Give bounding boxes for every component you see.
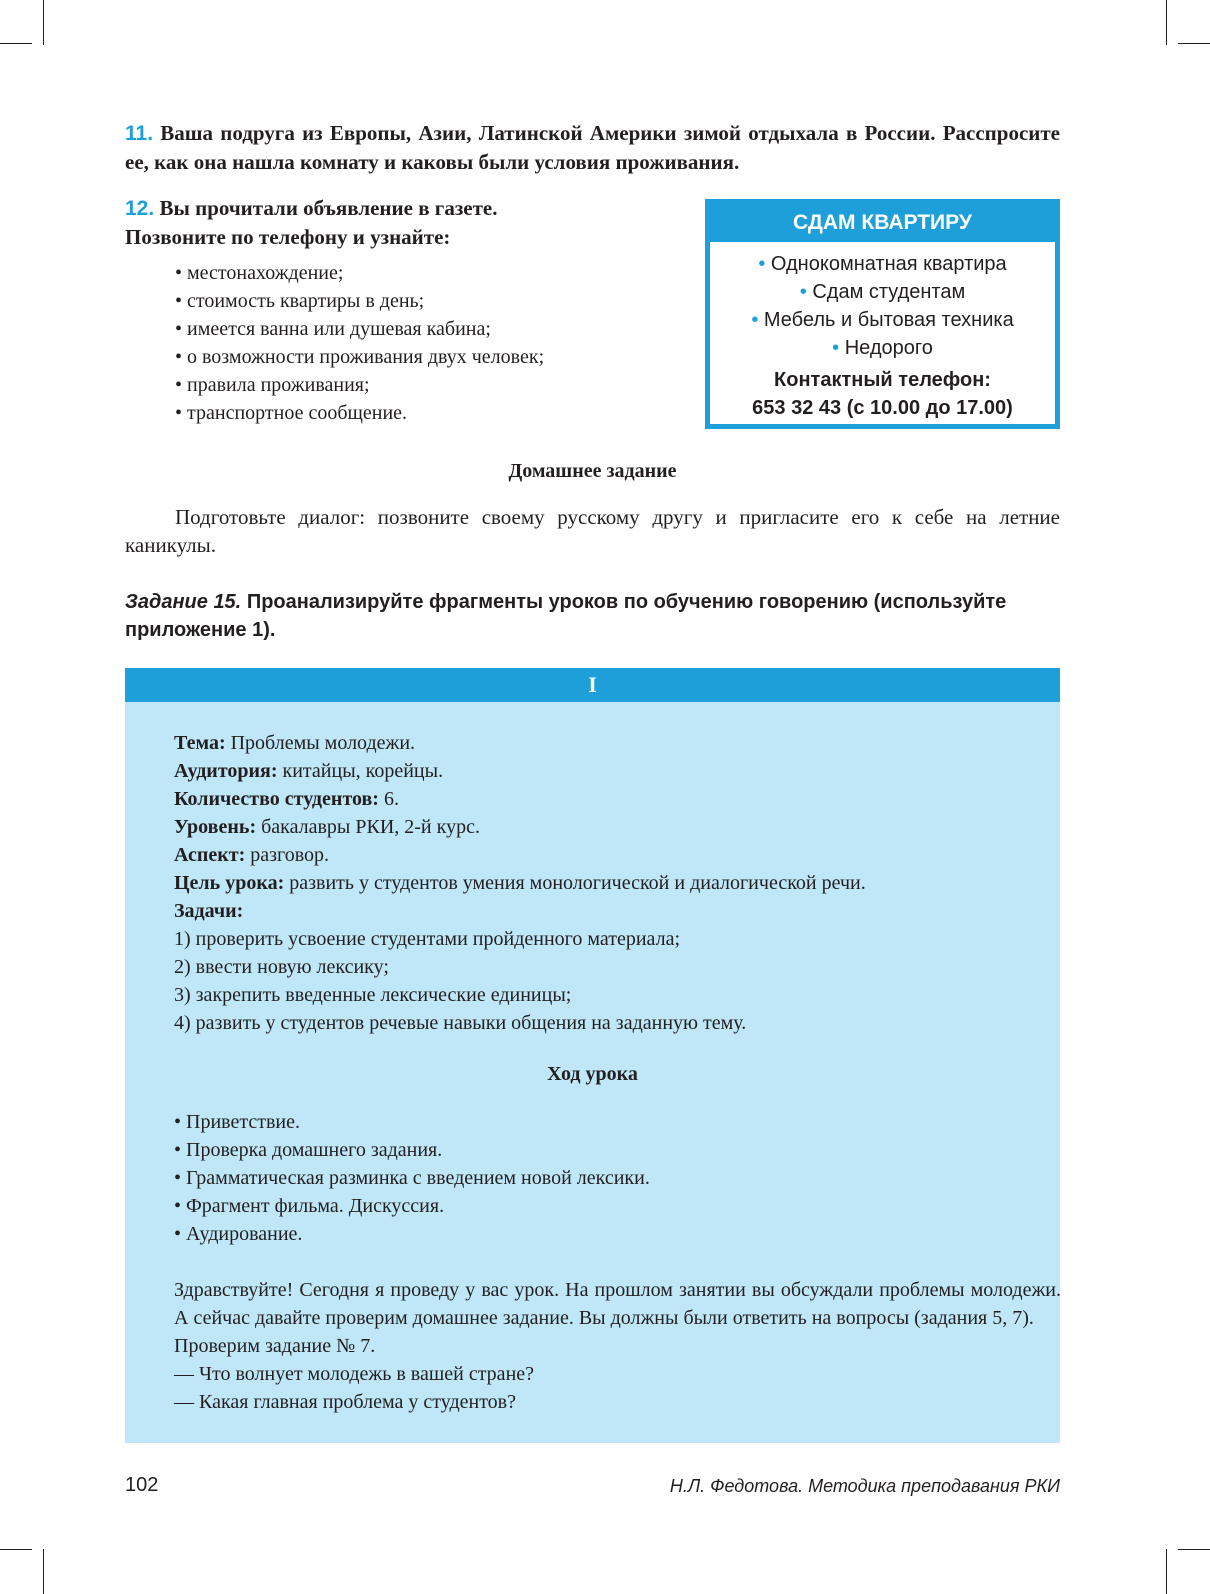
info-row bbox=[174, 813, 1014, 841]
list-item: • Аудирование. bbox=[174, 1223, 303, 1245]
ad-item-text: Однокомнатная квартира bbox=[770, 253, 1007, 275]
crop-mark bbox=[1178, 1549, 1210, 1550]
list-item bbox=[710, 250, 1055, 278]
panel-body bbox=[125, 729, 1061, 1416]
task-item: 4) развить у студентов речевые навыки общения на заданную тему. bbox=[174, 1012, 747, 1034]
exercise-line: Вы прочитали объявление в газете. bbox=[159, 196, 498, 220]
list-item: • стоимость квартиры в день; bbox=[175, 290, 425, 312]
ad-item-text: Сдам студентам bbox=[812, 281, 966, 303]
list-item: • Фрагмент фильма. Дискуссия. bbox=[174, 1195, 445, 1217]
list-item: • Проверка домашнего задания. bbox=[174, 1139, 443, 1161]
speech-line: — Какая главная проблема у студентов? bbox=[174, 1391, 516, 1413]
speech-line: — Что волнует молодежь в вашей стране? bbox=[174, 1363, 535, 1385]
exercise-number: 11. bbox=[125, 122, 154, 145]
teacher-speech bbox=[174, 1276, 1061, 1416]
crop-mark bbox=[1166, 1549, 1167, 1594]
ad-list bbox=[710, 242, 1055, 362]
bullet-icon: • bbox=[832, 337, 840, 359]
list-item bbox=[710, 334, 1055, 362]
list-item: • имеется ванна или душевая кабина; bbox=[175, 318, 491, 340]
list-item bbox=[710, 306, 1055, 334]
advertisement-box bbox=[705, 199, 1060, 429]
homework-title: Домашнее задание bbox=[508, 460, 677, 482]
ad-item-text: Недорого bbox=[844, 337, 933, 359]
task-item: 3) закрепить введенные лексические единицы; bbox=[174, 984, 572, 1006]
info-label: Аспект: bbox=[174, 844, 246, 866]
info-value: разговор. bbox=[250, 844, 330, 866]
exercise-number: 12. bbox=[125, 197, 155, 220]
info-row bbox=[174, 729, 1014, 757]
info-row bbox=[174, 841, 1014, 869]
page-number: 102 bbox=[125, 1474, 159, 1496]
info-value: развить у студентов умения монологической и диалогической речи. bbox=[289, 872, 866, 894]
list-item: • Приветствие. bbox=[174, 1111, 300, 1133]
task-text: Проанализируйте фрагменты уроков по обучению говорению (используйте приложение 1). bbox=[125, 591, 1007, 641]
speech-paragraph: Здравствуйте! Сегодня я проведу у вас урок. На прошлом занятии вы обсуждали проблемы молодежи. А сейчас давайте проверим домашнее задание. Вы должны были ответить на вопросы (задания 5, 7). bbox=[174, 1279, 1061, 1329]
tasks-label bbox=[174, 897, 1014, 925]
list-item bbox=[710, 278, 1055, 306]
list-item: • транспортное сообщение. bbox=[175, 402, 408, 424]
ad-contact bbox=[710, 362, 1055, 422]
info-label: Аудитория: bbox=[174, 760, 278, 782]
info-label: Цель урока: bbox=[174, 872, 285, 894]
info-row bbox=[174, 757, 1014, 785]
crop-mark bbox=[0, 43, 32, 44]
exercise-line: Позвоните по телефону и узнайте: bbox=[125, 225, 451, 249]
crop-mark bbox=[1166, 0, 1167, 45]
lesson-panel bbox=[125, 668, 1060, 1443]
homework-text: Подготовьте диалог: позвоните своему русскому другу и пригласите его к себе на летние каникулы. bbox=[125, 505, 1060, 557]
crop-mark bbox=[1178, 43, 1210, 44]
info-value: 6. bbox=[383, 788, 399, 810]
info-label: Уровень: bbox=[174, 816, 257, 838]
info-value: китайцы, корейцы. bbox=[282, 760, 444, 782]
running-footer: Н.Л. Федотова. Методика преподавания РКИ bbox=[669, 1476, 1060, 1496]
bullet-icon: • bbox=[751, 309, 759, 331]
crop-mark bbox=[43, 0, 44, 45]
info-value: Проблемы молодежи. bbox=[230, 732, 416, 754]
task-15 bbox=[125, 588, 1060, 644]
lesson-steps bbox=[174, 1108, 1014, 1248]
crop-mark bbox=[43, 1549, 44, 1594]
info-value: бакалавры РКИ, 2-й курс. bbox=[261, 816, 480, 838]
exercise-12 bbox=[125, 194, 685, 427]
bullet-icon: • bbox=[799, 281, 807, 303]
task-item: 1) проверить усвоение студентами пройденного материала; bbox=[174, 928, 681, 950]
info-label: Тема: bbox=[174, 732, 226, 754]
tasks-label-text: Задачи: bbox=[174, 900, 244, 922]
list-item: • местонахождение; bbox=[175, 262, 344, 284]
crop-mark bbox=[0, 1549, 32, 1550]
contact-phone: 653 32 43 (с 10.00 до 17.00) bbox=[752, 397, 1013, 419]
info-row bbox=[174, 785, 1014, 813]
ad-item-text: Мебель и бытовая техника bbox=[763, 309, 1014, 331]
bullet-icon: • bbox=[758, 253, 766, 275]
exercise-text: Ваша подруга из Европы, Азии, Латинской Америки зимой отдыхала в России. Расспросите ее, как она нашла комнату и каковы были условия проживания. bbox=[125, 121, 1060, 174]
info-label: Количество студентов: bbox=[174, 788, 379, 810]
list-item: • о возможности проживания двух человек; bbox=[175, 346, 545, 368]
course-title: Ход урока bbox=[547, 1063, 638, 1085]
exercise-11 bbox=[125, 119, 1060, 176]
panel-header: I bbox=[125, 668, 1060, 702]
list-item: • правила проживания; bbox=[175, 374, 370, 396]
speech-line: Проверим задание № 7. bbox=[174, 1335, 376, 1357]
task-label: Задание 15. bbox=[125, 591, 242, 613]
info-row bbox=[174, 869, 1014, 897]
contact-label: Контактный телефон: bbox=[774, 369, 991, 391]
question-list bbox=[175, 259, 685, 427]
lesson-info bbox=[174, 729, 1014, 1037]
exercise-heading bbox=[125, 194, 685, 223]
task-item: 2) ввести новую лексику; bbox=[174, 956, 389, 978]
ad-title: СДАМ КВАРТИРУ bbox=[710, 204, 1055, 242]
list-item: • Грамматическая разминка с введением новой лексики. bbox=[174, 1167, 650, 1189]
